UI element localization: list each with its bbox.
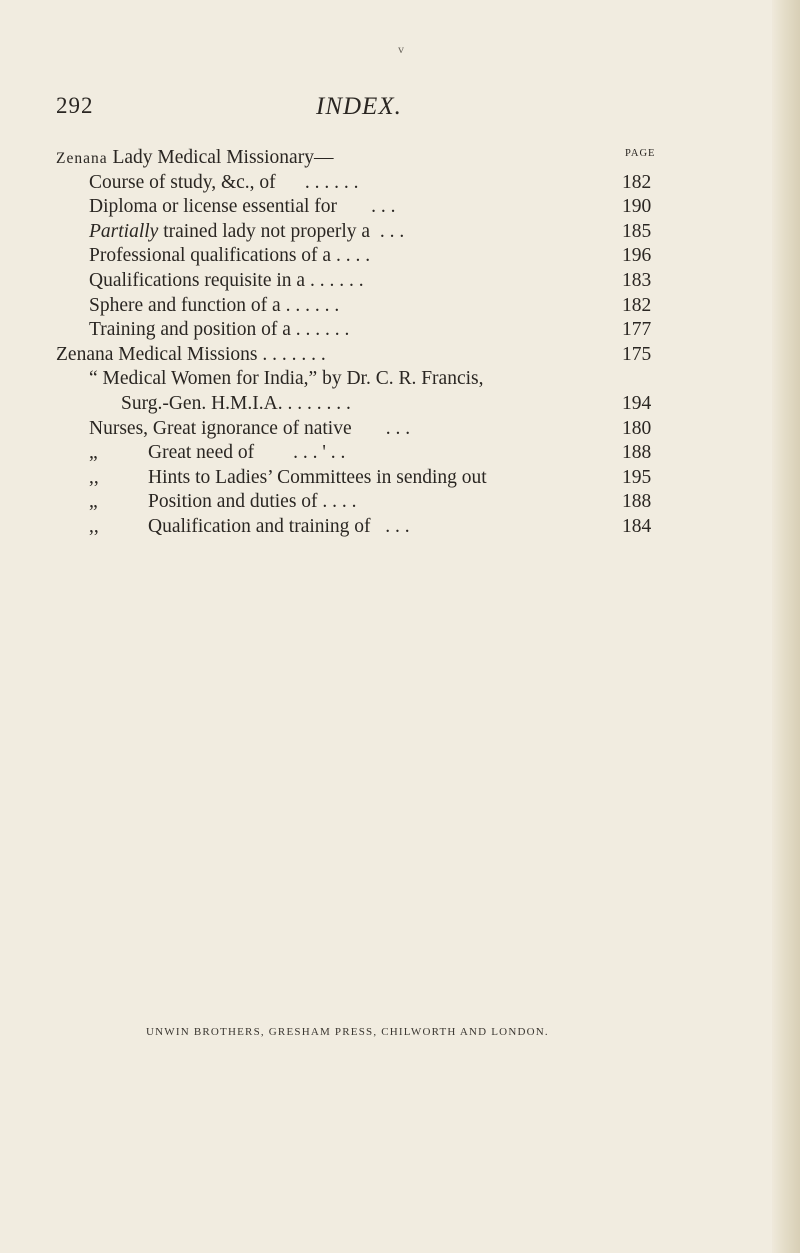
entry-text: Great need of . . . ' . . (148, 442, 346, 464)
index-entry (56, 490, 720, 515)
entry-page-number: 182 (622, 171, 652, 193)
ditto-mark: „ (89, 442, 98, 464)
index-entry (56, 294, 720, 319)
index-entry (56, 417, 720, 442)
index-entry (56, 441, 720, 466)
entry-page-number: 177 (622, 319, 652, 341)
entry-page-number: 190 (622, 196, 652, 218)
entry-page-number: 182 (622, 294, 652, 316)
page-column-label: PAGE (625, 148, 656, 159)
page-mark: v (398, 42, 404, 56)
page-edge-shadow (772, 0, 800, 1253)
index-entry (56, 146, 720, 171)
printer-imprint: UNWIN BROTHERS, GRESHAM PRESS, CHILWORTH AND LONDON. (146, 1026, 549, 1038)
entry-heading: Zenana Medical Missions . . . . . . . (56, 343, 326, 365)
entry-text: Partially trained lady not properly a . . . (89, 220, 405, 242)
entry-heading: Zenana Lady Medical Missionary— (56, 147, 334, 168)
entry-page-number: 188 (622, 491, 652, 513)
entry-page-number: 195 (622, 466, 652, 488)
index-entries (56, 146, 720, 540)
entry-text: Surg.-Gen. H.M.I.A. . . . . . . . (121, 392, 351, 414)
entry-text: Hints to Ladies’ Committees in sending out (148, 466, 487, 488)
entry-page-number: 194 (622, 392, 652, 414)
entry-page-number: 196 (622, 245, 652, 267)
index-entry (56, 171, 720, 196)
index-entry (56, 367, 720, 392)
index-entry (56, 392, 720, 417)
index-entry (56, 318, 720, 343)
ditto-mark: „ (89, 491, 98, 513)
entry-text: Sphere and function of a . . . . . . (89, 294, 340, 316)
entry-text: Nurses, Great ignorance of native . . . (89, 417, 411, 439)
entry-text: “ Medical Women for India,” by Dr. C. R. Francis, (89, 368, 484, 390)
index-entry (56, 515, 720, 540)
index-entry (56, 466, 720, 491)
entry-text: Training and position of a . . . . . . (89, 319, 350, 341)
entry-text: Qualification and training of . . . (148, 515, 410, 537)
entry-text: Qualifications requisite in a . . . . . . (89, 269, 364, 291)
entry-page-number: 185 (622, 220, 652, 242)
entry-page-number: 184 (622, 515, 652, 537)
index-entry (56, 343, 720, 368)
entry-text: Diploma or license essential for . . . (89, 196, 396, 218)
running-title: INDEX. (316, 93, 402, 120)
index-entry (56, 244, 720, 269)
page-number: 292 (56, 93, 94, 118)
entry-page-number: 188 (622, 442, 652, 464)
entry-text: Course of study, &c., of . . . . . . (89, 171, 359, 193)
ditto-mark: ,, (89, 466, 99, 488)
ditto-mark: ,, (89, 515, 99, 537)
entry-page-number: 183 (622, 269, 652, 291)
entry-text: Professional qualifications of a . . . . (89, 245, 371, 267)
page-header (56, 93, 716, 127)
entry-text: Position and duties of . . . . (148, 491, 357, 513)
index-entry (56, 220, 720, 245)
index-entry (56, 195, 720, 220)
index-entry (56, 269, 720, 294)
entry-page-number: 175 (622, 343, 652, 365)
entry-page-number: 180 (622, 417, 652, 439)
